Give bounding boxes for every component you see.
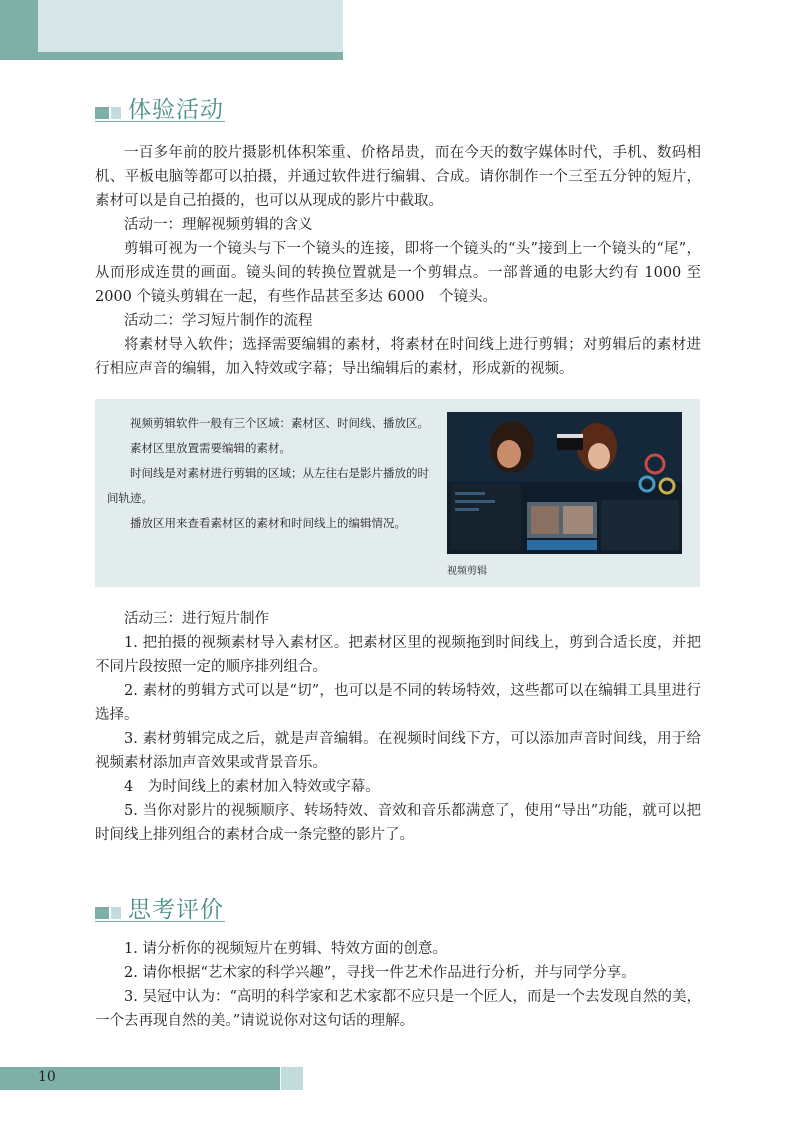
page-number: 10 bbox=[38, 1069, 56, 1085]
experience-text bbox=[95, 141, 701, 381]
step-item: 2. 素材的剪辑方式可以是“切”，也可以是不同的转场特效，这些都可以在编辑工具里进行选择。 bbox=[95, 683, 701, 723]
info-line: 视频剪辑软件一般有三个区域：素材区、时间线、播放区。 bbox=[130, 416, 429, 430]
video-editing-photo bbox=[447, 412, 682, 554]
video-editing-illustration bbox=[447, 412, 682, 554]
heading-marker bbox=[95, 907, 109, 919]
activity-1-heading: 活动一：理解视频剪辑的含义 bbox=[124, 217, 313, 233]
activity-3-text bbox=[95, 607, 701, 847]
question-item: 2. 请你根据“艺术家的科学兴趣”，寻找一件艺术作品进行分析，并与同学分享。 bbox=[124, 965, 636, 981]
step-item: 3. 素材剪辑完成之后，就是声音编辑。在视频时间线下方，可以添加声音时间线，用于给视频素材添加声音效果或背景音乐。 bbox=[95, 731, 701, 771]
question-item: 3. 吴冠中认为：“高明的科学家和艺术家都不应只是一个匠人，而是一个去发现自然的美，一个去再现自然的美。”请说说你对这句话的理解。 bbox=[95, 989, 701, 1029]
activity-2-paragraph: 将素材导入软件；选择需要编辑的素材，将素材在时间线上进行剪辑；对剪辑后的素材进行相应声音的编辑，加入特效或字幕；导出编辑后的素材，形成新的视频。 bbox=[95, 337, 701, 377]
intro-paragraph: 一百多年前的胶片摄影机体积笨重、价格昂贵，而在今天的数字媒体时代，手机、数码相机、平板电脑等都可以拍摄，并通过软件进行编辑、合成。请你制作一个三至五分钟的短片，素材可以是自己拍摄的，也可以从现成的影片中截取。 bbox=[95, 145, 701, 209]
step-item: 4 为时间线上的素材加入特效或字幕。 bbox=[124, 779, 380, 795]
section-title: 思考评价 bbox=[128, 897, 224, 923]
activity-1-paragraph: 剪辑可视为一个镜头与下一个镜头的连接，即将一个镜头的“头”接到上一个镜头的“尾”，从而形成连贯的画面。镜头间的转换位置就是一个剪辑点。一部普通的电影大约有 1000 至 2000 个镜头剪辑在一起，有些作品甚至多达 6000 个镜头。 bbox=[95, 241, 701, 305]
activity-3-heading: 活动三：进行短片制作 bbox=[124, 611, 269, 627]
footer-band-light bbox=[281, 1067, 303, 1090]
info-box-text bbox=[107, 411, 435, 536]
info-line: 素材区里放置需要编辑的素材。 bbox=[130, 441, 291, 455]
heading-marker bbox=[95, 107, 109, 119]
step-item: 1. 把拍摄的视频素材导入素材区。把素材区里的视频拖到时间线上，剪到合适长度，并把不同片段按照一定的顺序排列组合。 bbox=[95, 635, 701, 675]
reflection-text bbox=[95, 937, 701, 1033]
info-box bbox=[95, 399, 700, 587]
step-item: 5. 当你对影片的视频顺序、转场特效、音效和音乐都满意了，使用“导出”功能，就可以把时间线上排列组合的素材合成一条完整的影片了。 bbox=[95, 803, 701, 843]
heading-marker-light bbox=[111, 107, 121, 119]
info-line: 时间线是对素材进行剪辑的区域；从左往右是影片播放的时间轨迹。 bbox=[107, 466, 429, 505]
info-line: 播放区用来查看素材区的素材和时间线上的编辑情况。 bbox=[130, 516, 406, 530]
question-item: 1. 请分析你的视频短片在剪辑、特效方面的创意。 bbox=[124, 941, 447, 957]
header-band-inner bbox=[38, 0, 343, 52]
activity-2-heading: 活动二：学习短片制作的流程 bbox=[124, 313, 313, 329]
section-title: 体验活动 bbox=[128, 97, 224, 123]
heading-marker-light bbox=[111, 907, 121, 919]
photo-caption: 视频剪辑 bbox=[447, 566, 487, 577]
